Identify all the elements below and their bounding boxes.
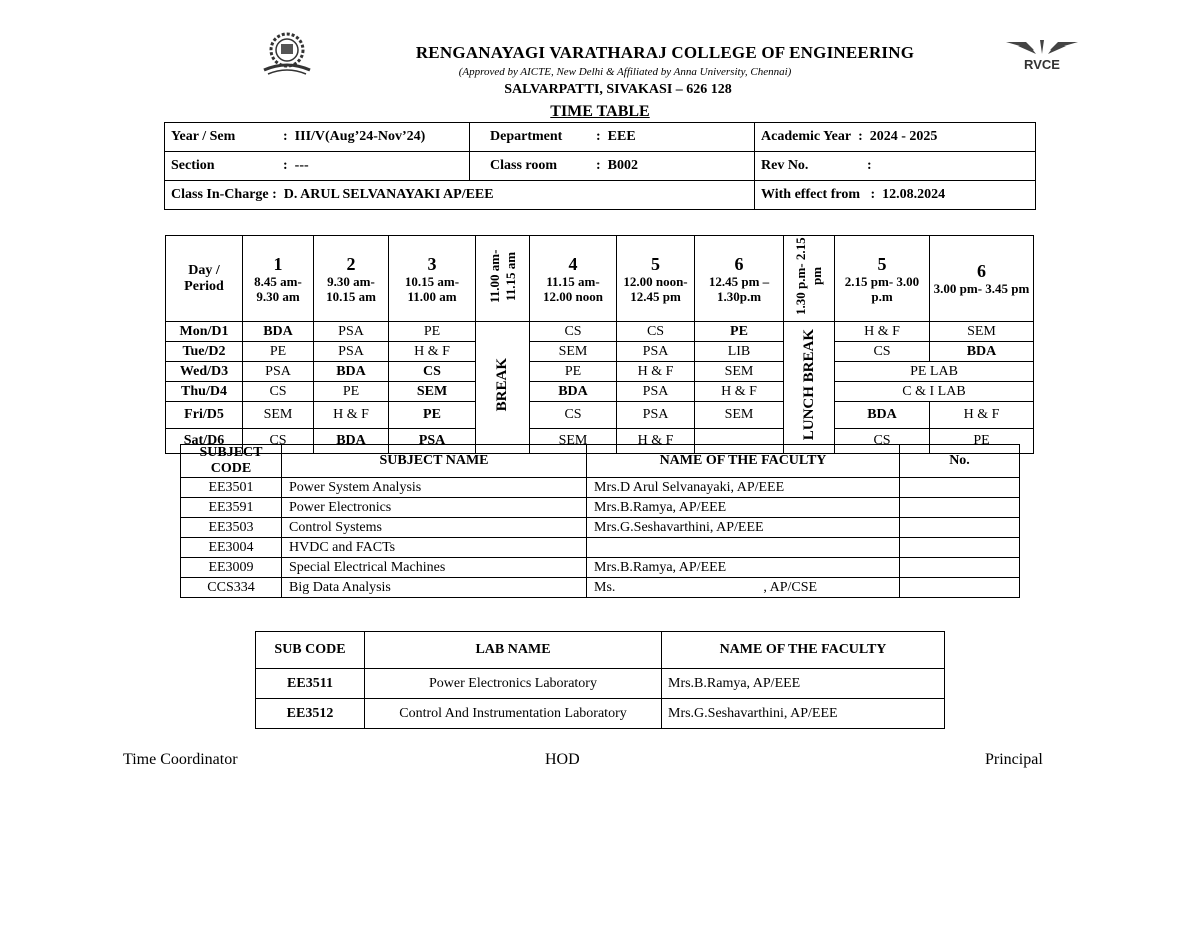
academic-year-cell: Academic Year : 2024 - 2025 (755, 123, 1036, 152)
timetable-row: Tue/D2 PE PSA H & F SEM PSA LIB CS BDA (166, 342, 1034, 362)
timetable-row: Sat/D6 CS BDA PSA SEM H & F CS PE (166, 429, 1034, 454)
principal-signature: Principal (985, 751, 1043, 768)
subject-name-header: SUBJECT NAME (282, 445, 587, 478)
faculty-header: NAME OF THE FACULTY (587, 445, 900, 478)
class-info-table (164, 122, 1036, 210)
timetable-row: Thu/D4 CS PE SEM BDA PSA H & F C & I LAB (166, 382, 1034, 402)
lab-faculty-table (255, 631, 945, 729)
ci-lab-cell: C & I LAB (835, 382, 1034, 402)
lab-faculty-header: NAME OF THE FACULTY (662, 632, 945, 669)
year-sem-cell: Year / Sem : III/V(Aug’24-Nov’24) (165, 123, 470, 152)
period-header: 5 12.00 noon- 12.45 pm (617, 236, 695, 322)
no-header: No. (900, 445, 1020, 478)
subject-code-header: SUBJECT CODE (181, 445, 282, 478)
lab-name-header: LAB NAME (365, 632, 662, 669)
lab-row: EE3512 Control And Instrumentation Laboratory Mrs.G.Seshavarthini, AP/EEE (256, 699, 945, 729)
document-title: TIME TABLE (550, 103, 650, 120)
period-header: 6 12.45 pm – 1.30p.m (695, 236, 784, 322)
class-incharge-cell: Class In-Charge : D. ARUL SELVANAYAKI AP/EEE (165, 181, 755, 210)
section-cell: Section : --- (165, 152, 470, 181)
lunch-break-column: LUNCH BREAK (784, 322, 835, 454)
timetable-row: Fri/D5 SEM H & F PE CS PSA SEM BDA H & F (166, 402, 1034, 429)
subject-row: EE3503 Control Systems Mrs.G.Seshavarthini, AP/EEE (181, 518, 1020, 538)
subject-row: EE3591 Power Electronics Mrs.B.Ramya, AP/EEE (181, 498, 1020, 518)
period-header: 6 3.00 pm- 3.45 pm (930, 236, 1034, 322)
break-column: BREAK (476, 322, 530, 454)
subject-row: EE3004 HVDC and FACTs (181, 538, 1020, 558)
subject-row: CCS334 Big Data Analysis Ms. , AP/CSE (181, 578, 1020, 598)
college-address: SALVARPATTI, SIVAKASI – 626 128 (504, 82, 732, 97)
subject-row: EE3009 Special Electrical Machines Mrs.B.Ramya, AP/EEE (181, 558, 1020, 578)
department-cell: Department : EEE (470, 123, 755, 152)
subject-faculty-table (180, 444, 1020, 598)
day-period-header: Day / Period (166, 236, 243, 322)
rev-no-cell: Rev No. : (755, 152, 1036, 181)
timetable-row: Wed/D3 PSA BDA CS PE H & F SEM PE LAB (166, 362, 1034, 382)
break-time-header: 11.00 am- 11.15 am (476, 236, 530, 322)
subject-row: EE3501 Power System Analysis Mrs.D Arul Selvanayaki, AP/EEE (181, 478, 1020, 498)
weekly-timetable (165, 235, 1034, 454)
pe-lab-cell: PE LAB (835, 362, 1034, 382)
approval-line: (Approved by AICTE, New Delhi & Affiliated by Anna University, Chennai) (458, 66, 792, 78)
period-header: 1 8.45 am- 9.30 am (243, 236, 314, 322)
timetable-row: Mon/D1 BDA PSA PE BREAK CS CS PE LUNCH BREAK H & F SEM (166, 322, 1034, 342)
rvce-logo-text: RVCE (1024, 57, 1060, 72)
hod-signature: HOD (545, 751, 580, 768)
classroom-cell: Class room : B002 (470, 152, 755, 181)
period-header: 5 2.15 pm- 3.00 p.m (835, 236, 930, 322)
effective-date-cell: With effect from : 12.08.2024 (755, 181, 1036, 210)
period-header: 2 9.30 am- 10.15 am (314, 236, 389, 322)
period-header: 3 10.15 am- 11.00 am (389, 236, 476, 322)
time-coordinator-signature: Time Coordinator (123, 751, 238, 768)
period-header: 4 11.15 am- 12.00 noon (530, 236, 617, 322)
college-name: RENGANAYAGI VARATHARAJ COLLEGE OF ENGINEERING (415, 43, 915, 62)
lab-row: EE3511 Power Electronics Laboratory Mrs.B.Ramya, AP/EEE (256, 669, 945, 699)
lab-code-header: SUB CODE (256, 632, 365, 669)
lunch-time-header: 1.30 p.m- 2.15 pm (784, 236, 835, 322)
